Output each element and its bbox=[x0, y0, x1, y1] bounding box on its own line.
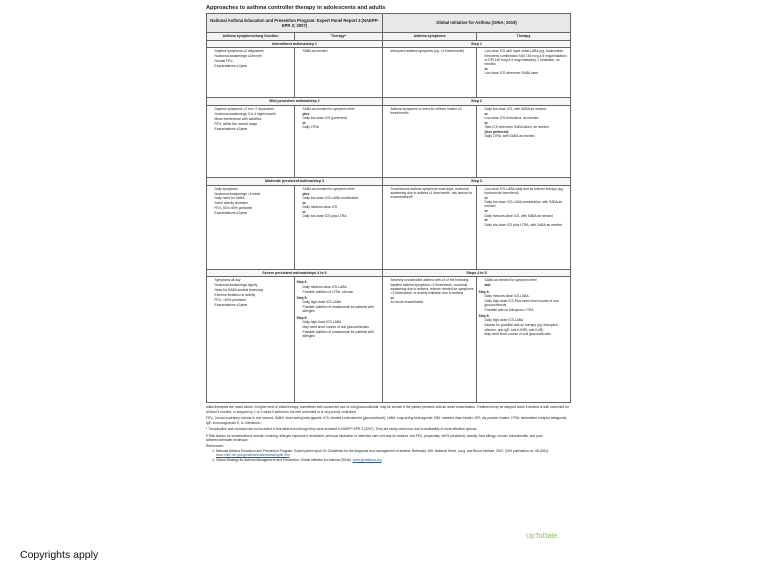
gina-step-4-5: Steps 4 to 5 bbox=[383, 269, 571, 277]
list-item: • SABA as needed for symptom relief bbox=[303, 107, 381, 111]
list-item: • An acute exacerbation bbox=[391, 300, 475, 304]
or-label: or bbox=[302, 200, 306, 205]
or-label: or bbox=[484, 67, 488, 72]
or-label: or bbox=[484, 209, 488, 214]
asthma-therapy-table bbox=[206, 13, 571, 403]
naepp-step-2: Mild persistent asthma/step 2 bbox=[207, 98, 383, 106]
list-item: • FEV₁ within the normal range bbox=[215, 122, 293, 126]
col-header-symptoms-lung: Asthma symptoms/lung function bbox=[207, 33, 295, 41]
document-title: Approaches to asthma controller therapy in adolescents and adults bbox=[206, 5, 386, 11]
list-item: • Daily LTRA, with SABA as needed bbox=[485, 134, 569, 138]
list-item: • Nocturnal awakenings ≤2/month bbox=[215, 54, 293, 58]
or-label: or bbox=[484, 121, 488, 126]
list-item: • Daily low-dose ICS (preferred) bbox=[303, 116, 381, 120]
gina-symptoms-cell bbox=[383, 277, 477, 403]
references-label: References: bbox=[206, 444, 224, 449]
list-item: • Low-dose ICS whenever SABA used bbox=[485, 71, 569, 75]
document bbox=[206, 4, 570, 463]
list-item: • Minor interference with activities bbox=[215, 117, 293, 121]
list-item: • Exacerbations ≥2/year bbox=[215, 211, 293, 215]
gina-therapy-cell bbox=[477, 106, 571, 178]
list-item: • Extreme limitation in activity bbox=[215, 293, 293, 297]
list-item: • Possible addition of omalizumab for patients with allergies bbox=[303, 305, 381, 314]
list-item: • Daily medium-dose ICS bbox=[303, 205, 381, 209]
step-5-label: Step 5: bbox=[478, 314, 490, 319]
list-item: • FEV₁ <60% predicted bbox=[215, 298, 293, 302]
list-item: • Assess for possible add-on therapy (eg, tiotropium, zileuton, anti-IgE, anti-IL5/5R, anti-IL4R) bbox=[485, 323, 569, 332]
footnote: * Theophylline and cromolyn are not included in this table even though they were included in NAEPP-EPR 3 (2007). They are rarely used now, due to availability of more effective options. bbox=[206, 427, 478, 432]
list-item: • Nocturnal awakenings >1/week bbox=[215, 192, 293, 196]
list-item: • Daytime symptoms ≤2 days/week bbox=[215, 49, 293, 53]
uptodate-logo: UpToDate bbox=[526, 533, 558, 540]
list-item: • Severely uncontrolled asthma with ≥3 of the following: daytime asthma symptoms >2 times/week, nocturnal awakening due to asthma, reliever needed for symptoms >2 times/week, or activity limitation due to asthma bbox=[391, 278, 475, 295]
list-item: • Low-dose ICS-LABA daily and as reliever therapy (eg, budesonide-formoterol) bbox=[485, 187, 569, 196]
gina-therapy-cell bbox=[477, 48, 571, 98]
therapy-cell bbox=[295, 277, 383, 403]
step-4-label: Step 4: bbox=[296, 280, 308, 285]
or-label: or bbox=[390, 296, 394, 301]
list-item: • Daily need for SABA bbox=[215, 196, 293, 200]
naepp-step-1: Intermittent asthma/step 1 bbox=[207, 40, 383, 48]
list-item: • Daily low-dose ICS, with SABA as needed bbox=[485, 107, 569, 111]
list-item: • Daily symptoms bbox=[215, 187, 293, 191]
symptoms-cell bbox=[207, 185, 295, 269]
footnotes bbox=[206, 405, 570, 462]
list-item: • May need short course of oral glucocorticoids bbox=[303, 325, 381, 329]
list-item: • Take ICS whenever SABA taken, as needed bbox=[485, 125, 569, 129]
or-label: or bbox=[302, 121, 306, 126]
footnote: ¶ Risk factors for exacerbations include: smoking, allergen exposure if sensitized, previous intubation or intensive care unit stay for asthma, low FEV₁ (especially <60% predicted), obesity, food allergy, chronic rhinosinusitis, and poor adherence/inhaler technique. bbox=[206, 433, 543, 442]
symptoms-cell bbox=[207, 277, 295, 403]
list-item: • Daily medium-dose ICS-LABA bbox=[303, 285, 381, 289]
gina-therapy-cell bbox=[477, 185, 571, 269]
footnote: Initial therapies are noted above. A higher level of initial therapy, sometimes with concurrent use of oral glucocorticoids, may be chosen if the patient presents with an acute exacerbation. Treatment may be stepped down if asthma is well controlled for at least 3 months, or stepped up 1 or 2 steps if asthma is not well controlled or is very poorly controlled. bbox=[206, 405, 569, 414]
list-item: • Possible addition of LTRA, zileuton bbox=[303, 290, 381, 294]
plus-label: plus bbox=[302, 111, 310, 116]
list-item: • SABA as needed for symptom relief bbox=[303, 187, 381, 191]
gina-header: Global Initiative for Asthma (GINA; 2019) bbox=[383, 14, 571, 33]
list-item: • Some activity limitation bbox=[215, 201, 293, 205]
list-item: • FEV₁ 60 to 80% predicted bbox=[215, 206, 293, 210]
list-item: • Low-dose ICS with rapid onset LABA (eg, budesonide-formoterol combination MDI 160 mcg-4.5 mcg/inhalation or DPI 160 mcg-4.5 mcg/inhalation) 1 inhalation, as needed bbox=[485, 49, 569, 66]
list-item: • Infrequent asthma symptoms (eg, <2 times/month) bbox=[391, 49, 475, 53]
list-item: • Need for SABA several times/day bbox=[215, 288, 293, 292]
list-item: • Exacerbations ≥2/year bbox=[215, 303, 293, 307]
symptoms-cell bbox=[207, 48, 295, 98]
list-item: • Daily medium-dose ICS-LABA bbox=[485, 294, 569, 298]
list-item: • May need short course of oral glucocorticoids bbox=[485, 332, 569, 336]
list-item: • Low-dose ICS-formoterol, as needed bbox=[485, 116, 569, 120]
copyright-notice: Copyrights apply bbox=[20, 549, 99, 561]
list-item: • Possible addition of omalizumab for patients with allergies bbox=[303, 330, 381, 339]
list-item: • Daily low-dose ICS plus LTRA, with SABA as needed bbox=[485, 223, 569, 227]
plus-label: plus bbox=[302, 191, 310, 196]
list-item: • Daily high-dose ICS-LABA bbox=[303, 300, 381, 304]
gina-step-1: Step 1 bbox=[383, 40, 571, 48]
footnote: FEV₁: forced expiratory volume in one second; SABA: short-acting beta agonist; ICS: inhaled corticosteroid (glucocorticoid); LABA: long-acting beta agonist; MDI: metered dose inhaler; DPI: dry powder inhaler; LTRA: leukotriene receptor antagonist; IgE: immunoglobulin E; IL: interleukin. bbox=[206, 416, 568, 425]
list-item: • Exacerbations ≥2/year bbox=[215, 127, 293, 131]
list-item: • SABA as needed for symptom relief bbox=[485, 278, 569, 282]
or-label: or bbox=[484, 195, 488, 200]
step-6-label: Step 6: bbox=[296, 315, 308, 320]
list-item: • Symptoms all day bbox=[215, 278, 293, 282]
list-item: • Daily low-dose ICS-LABA combination, with SABA as needed bbox=[485, 200, 569, 209]
gina-symptoms-cell bbox=[383, 106, 477, 178]
col-header-therapy-gina: Therapy bbox=[477, 33, 571, 41]
gina-therapy-cell bbox=[477, 277, 571, 403]
or-label: or bbox=[484, 111, 488, 116]
list-item: • Daily high-dose ICS-Plus need short course of oral glucocorticoids bbox=[485, 299, 569, 308]
list-item: • Nocturnal awakenings 3 to 4 nights/month bbox=[215, 112, 293, 116]
or-label: or bbox=[484, 218, 488, 223]
list-item: • Daytime symptoms >2 but <7 days/week bbox=[215, 107, 293, 111]
col-header-therapy-naepp: Therapy* bbox=[295, 33, 383, 41]
gina-step-3: Step 3 bbox=[383, 178, 571, 186]
list-item: • Daily LTRA bbox=[303, 125, 381, 129]
list-item: • SABA as needed bbox=[303, 49, 381, 53]
gina-symptoms-cell bbox=[383, 185, 477, 269]
list-item: • Nocturnal awakenings nightly bbox=[215, 283, 293, 287]
reference-link[interactable]: www.ginasthma.org bbox=[352, 458, 382, 463]
list-item: • Possible add-on tiotropium, LTRA bbox=[485, 308, 569, 312]
list-item: • Daily low-dose ICS-LABA combination bbox=[303, 196, 381, 200]
naepp-step-4-6: Severe persistent asthma/steps 4 to 6 bbox=[207, 269, 383, 277]
reference-link[interactable]: www.nhlbi.nih.gov/guidelines/asthma/asthgdln.htm bbox=[216, 453, 290, 458]
therapy-cell bbox=[295, 185, 383, 269]
step-4-label: Step 4: bbox=[478, 289, 490, 294]
list-item: • Daily low-dose ICS plus LTRA bbox=[303, 214, 381, 218]
list-item: • Normal FEV₁ bbox=[215, 59, 293, 63]
or-label: or bbox=[302, 209, 306, 214]
list-item: • Daily high-dose ICS-LABA bbox=[303, 320, 381, 324]
reference-item: 1. National Asthma Education and Prevention Program: Expert panel report III: Guidelines for the diagnosis and management of asthma. Bethesda, MD: National Heart, Lung, and Blood Institute, 2007. (NIH publication no. 08-4051). www.nhlbi.nih.gov/guidelines/asthma/asthgdln.htm bbox=[216, 449, 570, 458]
less-preferred-note: (less preferred) bbox=[484, 130, 509, 135]
list-item: • Daily high-dose ICS-LABA bbox=[485, 318, 569, 322]
therapy-cell bbox=[295, 106, 383, 178]
symptoms-cell bbox=[207, 106, 295, 178]
col-header-symptoms: Asthma symptoms bbox=[383, 33, 477, 41]
references bbox=[206, 444, 570, 462]
step-5-label: Step 5: bbox=[296, 295, 308, 300]
and-label: and bbox=[484, 283, 491, 288]
reference-item: 2. Global Strategy for Asthma Management and Prevention, Global Initiative for Asthma (GINA). www.ginasthma.org bbox=[216, 458, 570, 462]
gina-step-2: Step 2 bbox=[383, 98, 571, 106]
gina-symptoms-cell bbox=[383, 48, 477, 98]
list-item: • Troublesome asthma symptoms most days, nocturnal awakening due to asthma ≥1 time/month, risk factors for exacerbations¶ bbox=[391, 187, 475, 200]
list-item: • Daily medium-dose ICS, with SABA as needed bbox=[485, 214, 569, 218]
naepp-step-3: Moderate persistent asthma/step 3 bbox=[207, 178, 383, 186]
therapy-cell bbox=[295, 48, 383, 98]
list-item: • Asthma symptoms or need for reliever inhaler ≥2 times/month bbox=[391, 107, 475, 116]
naepp-header: National Asthma Education and Prevention Program: Expert Panel Report 3 (NAEPP-EPR 3; 2007) bbox=[207, 14, 383, 33]
list-item: • Exacerbations ≤1/year bbox=[215, 64, 293, 68]
